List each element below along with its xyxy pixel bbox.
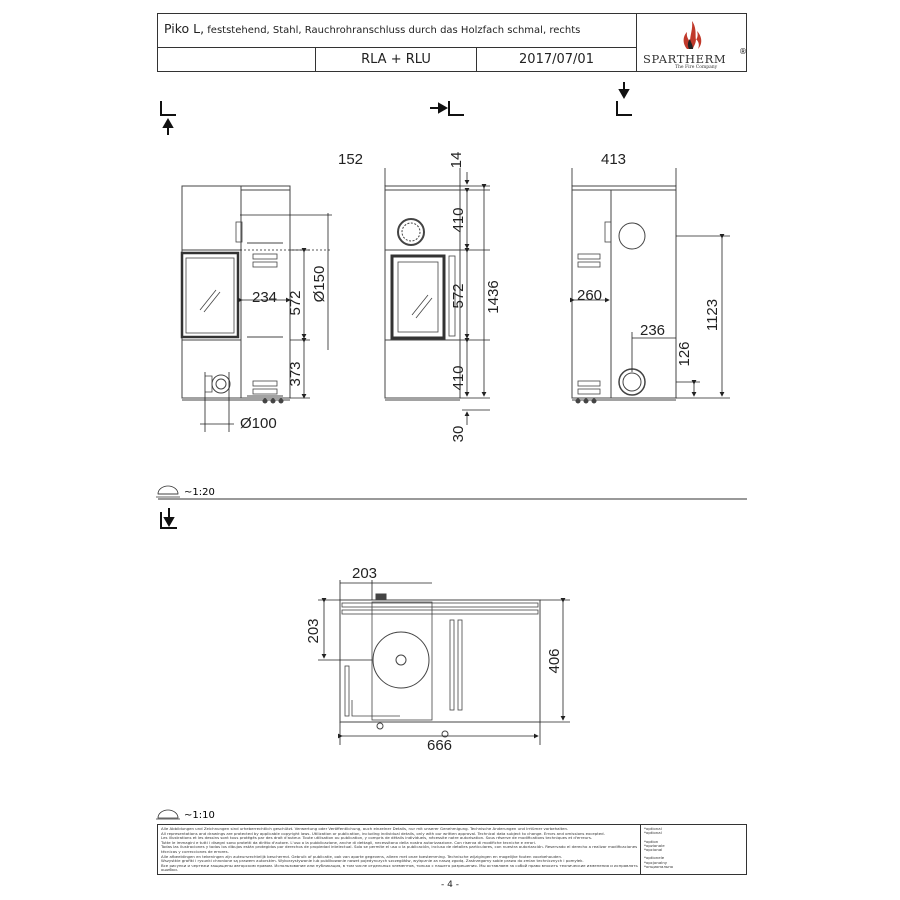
brand-tagline: The Fire Company: [675, 65, 718, 70]
disclaimer-fr: Les illustrations et les dessins sont tous protégés par des droit d'auteur. Toute utilisation ou publication, y compris de détails individuels, nécessite notre autorisation. Sous réserve de modifications techniques et d'erreurs.: [161, 835, 593, 841]
page-number: - 4 -: [441, 880, 459, 890]
option-label: *opzionale: [644, 842, 665, 848]
dim-plan-203-left: 203: [305, 618, 322, 644]
scale-icon-bottom: [156, 810, 180, 819]
dim-back-260: 260: [577, 287, 603, 304]
dim-side-14: 14: [448, 151, 465, 169]
scale-top: ~1:20: [184, 487, 215, 498]
side-dimensions: [385, 168, 490, 425]
view-symbol-top-icon: [161, 508, 177, 528]
dim-back-413: 413: [601, 151, 627, 168]
option-label: *option: [644, 838, 659, 844]
plan-view: [340, 594, 540, 737]
brand-registered: ®: [739, 47, 747, 56]
dim-side-410-bottom: 410: [450, 365, 467, 391]
brand-name: SPARTHERM: [643, 52, 727, 66]
disclaimer-nl: Alle afbeeldingen en tekeningen zijn auteursrechtelijk beschermd. Gebruik of publicatie, ook van aparte gegevens, alleen met onze toestemming. Technische wijzigingen en mogelijke fouten voorbehouden.: [161, 853, 563, 859]
dim-front-373: 373: [287, 361, 304, 387]
disclaimer-text: [161, 827, 639, 873]
option-label: *opcional: [644, 847, 663, 853]
dim-front-d150: Ø150: [311, 265, 328, 303]
disclaimer-it: Tutte le immagini e tutti i disegni sono protetti da diritto d'autore. L'uso o la pubblicazione, anche di dettagli, necessitano della nostra autorizzazione. Con riserva di modifiche tecniche e errori.: [161, 839, 537, 845]
dim-back-1123: 1123: [704, 298, 721, 332]
option-label: *опционально: [644, 863, 674, 869]
view-symbol-front-icon: [161, 101, 176, 135]
option-label: *opcjonalny: [644, 859, 668, 865]
option-label: *optional: [644, 830, 662, 836]
dim-side-1436: 1436: [485, 280, 502, 314]
view-symbol-back-icon: [617, 82, 632, 115]
dim-side-572: 572: [450, 283, 467, 309]
disclaimer-es: Todas las ilustraciones y todos los dibujos están protegidos por derechos de propiedad intelectual. Solo se permite el uso o la publicación, incluso de detalles particulares, con nuestra autorización. Reservado el derecho a realizar modificaciones técnicas y correcciones de errores.: [161, 844, 638, 854]
dim-side-410-top: 410: [450, 207, 467, 233]
dim-front-572: 572: [287, 290, 304, 316]
model-name: Piko L,: [164, 21, 205, 36]
date-cell: 2017/07/01: [519, 52, 594, 67]
disclaimer-pl: Wszystkie grafiki i rysunki chronione są prawem autorskim. Wykorzystywanie lub publikowanie nawet pojedynczych szczegółów, wyłącznie za naszą zgodą. Zastrzegamy sobie prawo do zmian technicznych i pomyłek.: [161, 858, 584, 864]
back-dimensions: [572, 168, 730, 398]
dim-plan-203-top: 203: [352, 565, 378, 582]
options-column: [640, 825, 746, 874]
disclaimer-de: Alle Abbildungen und Zeichnungen sind urheberrechtlich geschützt. Verwertung oder Veröffentlichung, auch einzelner Details, nur mit unserer Genehmigung. Technische Änderungen und Irrtümer vorbehalten.: [161, 827, 569, 831]
scale-icon: [156, 486, 180, 497]
option-label: *optionele: [644, 855, 665, 861]
plan-dimensions: [318, 580, 570, 745]
dim-plan-406: 406: [546, 648, 563, 674]
dim-side-152: 152: [338, 151, 364, 168]
view-symbol-side-icon: [430, 101, 464, 115]
dim-front-234: 234: [252, 289, 278, 306]
dim-side-30: 30: [450, 425, 467, 443]
side-view: [385, 186, 460, 400]
dim-back-236: 236: [640, 322, 666, 339]
option-label: *optional: [644, 826, 662, 831]
dim-front-d100: Ø100: [240, 415, 277, 432]
disclaimer-en: All representations and drawings are protected by applicable copyright laws. Utilization or publication, including individual details, only with our written approval. Technical data subject to change. Errors and omissions excepted.: [161, 830, 605, 836]
dim-back-126: 126: [676, 341, 693, 367]
model-description: feststehend, Stahl, Rauchrohranschluss durch das Holzfach schmal, rechts: [204, 25, 581, 36]
disclaimer-ru: Все рисунки и чертежи защищены авторским правом. Использование или публикация, в том числе отдельных элементов, только с нашего разрешения. Мы оставляем за собой право вносить технические изменения и исправлять ошибки.: [161, 862, 638, 873]
disclaimer-block: [157, 824, 747, 875]
variant-cell: RLA + RLU: [316, 48, 477, 72]
dim-plan-666: 666: [427, 737, 453, 754]
scale-bottom: ~1:10: [184, 810, 215, 820]
